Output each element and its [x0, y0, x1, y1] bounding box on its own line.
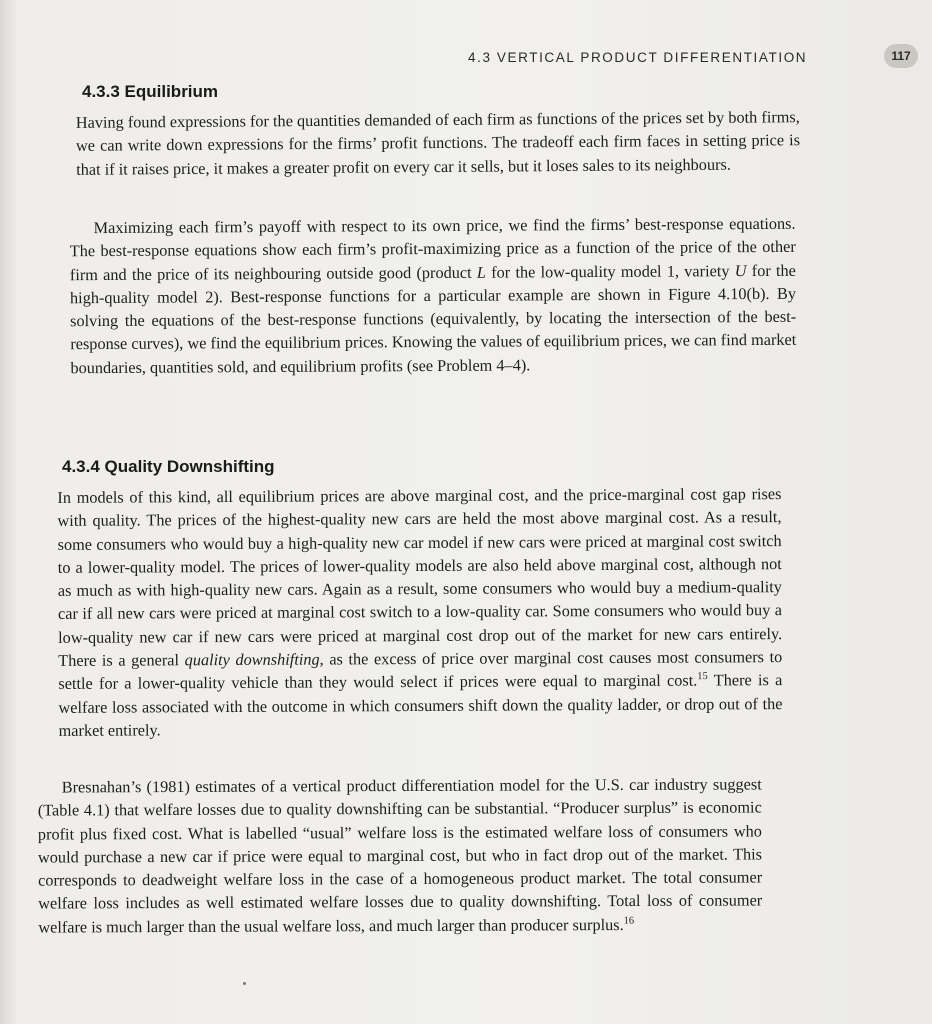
paragraph-downshifting-1	[57, 482, 782, 742]
stray-ink-mark	[243, 982, 246, 985]
paragraph-text: There is a welfare loss associated with the outcome in which consumers shift down the quality ladder, or drop out of the market entirely.	[58, 670, 783, 740]
product-l-symbol: L	[476, 262, 486, 282]
paragraph-equilibrium-1	[76, 105, 801, 181]
page-number-badge: 117	[884, 44, 918, 68]
paragraph-text: for the low-quality model 1, variety	[485, 260, 735, 282]
paragraph-text: for the high-quality model 2). Best-response functions for a particular example are shown in Figure 4.10(b). By solving the equations of the best-response functions (equivalently, by locating the intersection of the best-response curves), we find the equilibrium prices. Knowing the values of equilibrium prices, we can find market boundaries, quantities sold, and equilibrium profits (see Problem 4–4).	[69, 260, 797, 377]
paragraph-text: Maximizing each firm’s payoff with respect to its own price, we find the firms’ best-response equations. The best-response equations show each firm’s profit-maximizing price as a function of the price of the other firm and the price of its neighbouring outside good (product	[69, 213, 796, 284]
section-heading-equilibrium: 4.3.3 Equilibrium	[82, 82, 219, 101]
paragraph-text: In models of this kind, all equilibrium prices are above marginal cost, and the price-marginal cost gap rises with quality. The prices of the highest-quality new cars are held the most above marginal cost. As a result, some consumers who would buy a high-quality new car model if new cars were priced at marginal cost switch to a lower-quality model. The prices of lower-quality models are also held above marginal cost, although not as much as with high-quality new cars. Again as a result, some consumers who would buy a medium-quality car if all new cars were priced at marginal cost switch to a low-quality car. Some consumers who would buy a low-quality new car if new cars were priced at marginal cost drop out of the market for new cars entirely. There is a general	[57, 484, 783, 670]
paragraph-text: , as the excess of price over marginal cost causes most consumers to settle for a lower-quality vehicle than they would select if prices were equal to marginal cost.	[58, 647, 783, 694]
variety-u-symbol: U	[734, 260, 747, 280]
paragraph-equilibrium-2	[70, 212, 797, 380]
footnote-16-marker[interactable]: 16	[623, 915, 635, 927]
running-head: 4.3 VERTICAL PRODUCT DIFFERENTIATION	[468, 50, 808, 65]
footnote-15-marker[interactable]: 15	[697, 671, 708, 683]
paragraph-text: Having found expressions for the quantities demanded of each firm as functions of the prices set by both firms, we can write down expressions for the firms’ profit functions. The tradeoff each firm faces in setting price is that if it raises price, it makes a greater profit on every car it sells, but it loses sales to its neighbours.	[75, 107, 801, 179]
paragraph-downshifting-2	[38, 772, 763, 938]
section-heading-quality-downshifting: 4.3.4 Quality Downshifting	[62, 457, 275, 476]
paragraph-text: Bresnahan’s (1981) estimates of a vertical product differentiation model for the U.S. car industry suggest (Table 4.1) that welfare losses due to quality downshifting can be substantial. “Producer surplus” is economic profit plus fixed cost. What is labelled “usual” welfare loss is the estimated welfare loss of consumers who would purchase a new car if price were equal to marginal cost, but who in fact drop out of the market. This corresponds to deadweight welfare loss in the case of a homogeneous product market. The total consumer welfare loss includes as well estimated welfare losses due to quality downshifting. Total loss of consumer welfare is much larger than the usual welfare loss, and much larger than producer surplus.	[37, 774, 763, 937]
quality-downshifting-term: quality downshifting	[184, 649, 320, 670]
